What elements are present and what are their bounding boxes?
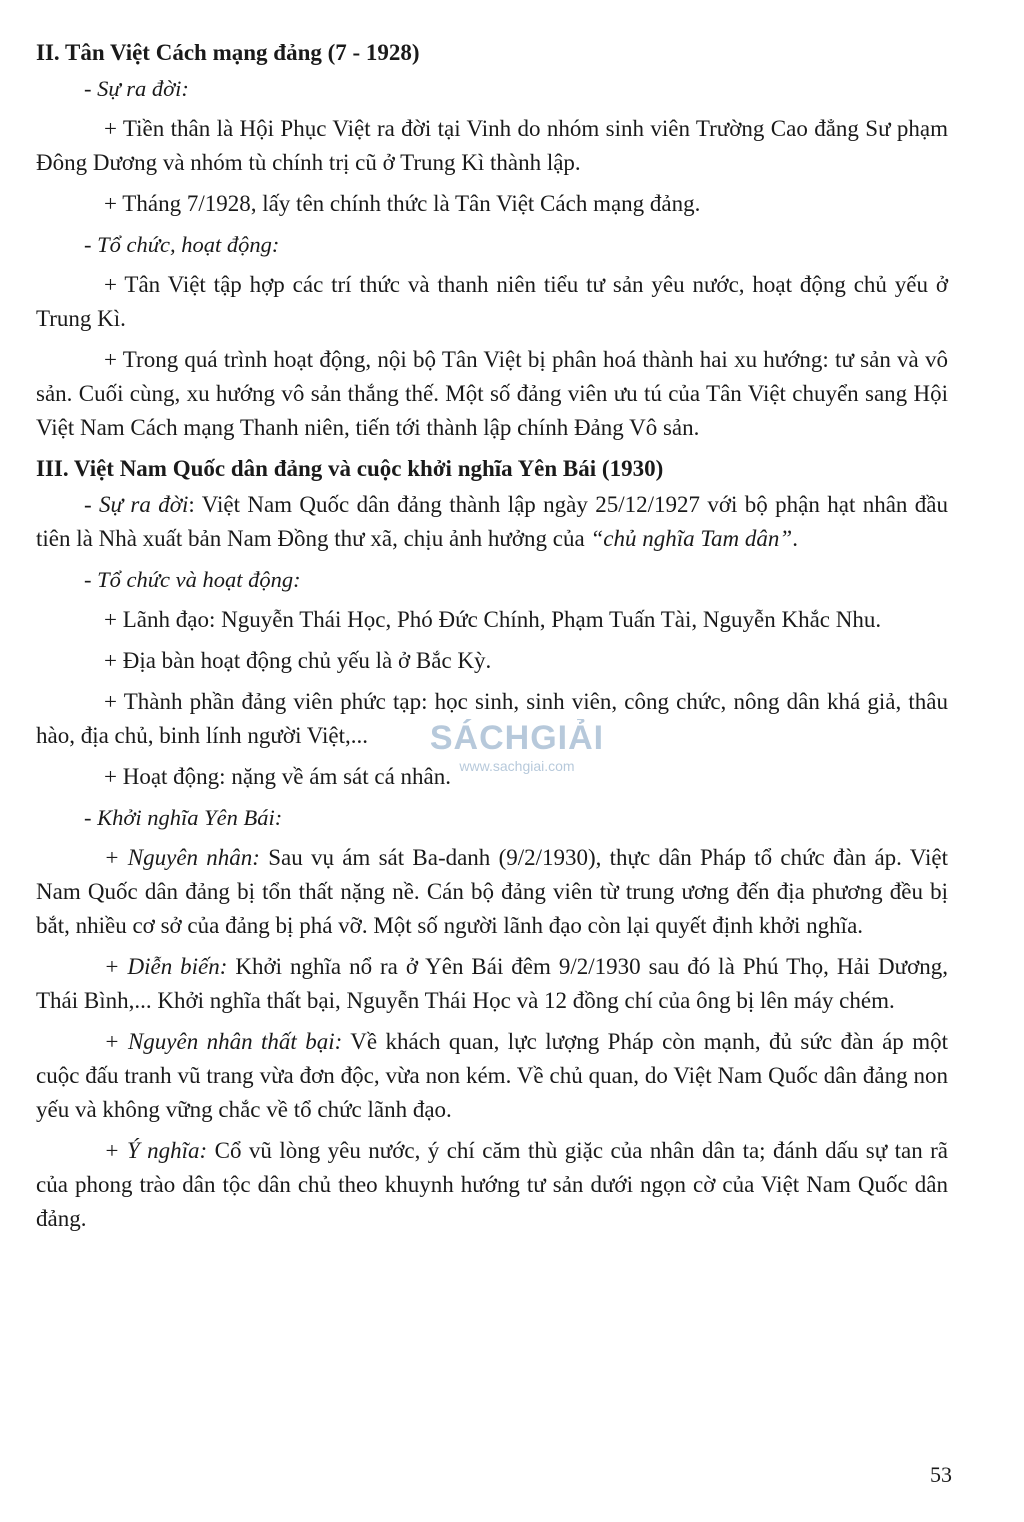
text-period: .: [792, 526, 798, 551]
paragraph-dia-ban: + Địa bàn hoạt động chủ yếu là ở Bắc Kỳ.: [104, 648, 492, 673]
text-nguyen-nhan-that-bai: Về khách quan, lực lượng Pháp còn mạnh, đủ sức đàn áp một cuộc đấu tranh vũ trang vừa đơn độc, vừa non kém. Về chủ quan, do Việt Nam Quốc dân đảng non yếu và không vững chắc về tổ chức lãnh đạo.: [36, 1029, 948, 1122]
text-su-ra-doi: : Việt Nam Quốc dân đảng thành lập ngày 25/12/1927 với bộ phận hạt nhân đầu tiên là Nhà xuất bản Nam Đồng thư xã, chịu ảnh hưởng của: [36, 492, 948, 551]
paragraph-hoat-dong: + Hoạt động: nặng về ám sát cá nhân.: [104, 764, 452, 789]
lead-nguyen-nhan: + Nguyên nhân:: [104, 845, 260, 870]
subheading-to-chuc-hoat-dong: - Tổ chức, hoạt động:: [84, 232, 280, 257]
subheading-khoi-nghia-yen-bai: - Khởi nghĩa Yên Bái:: [84, 805, 283, 830]
text-nguyen-nhan: Sau vụ ám sát Ba-danh (9/2/1930), thực dân Pháp tổ chức đàn áp. Việt Nam Quốc dân đảng bị tổn thất nặng nề. Cán bộ đảng viên từ trung ương đến địa phương đều bị bắt, nhiều cơ sở của đảng bị phá vỡ. Một số người lãnh đạo còn lại quyết định khởi nghĩa.: [36, 845, 948, 938]
lead-nguyen-nhan-that-bai: + Nguyên nhân thất bại:: [104, 1029, 343, 1054]
lead-dien-bien: + Diễn biến:: [104, 954, 228, 979]
page-number: 53: [930, 1462, 952, 1487]
subheading-to-chuc-va-hoat-dong: - Tổ chức và hoạt động:: [84, 567, 301, 592]
lead-su-ra-doi: - Sự ra đời: [84, 492, 189, 517]
paragraph-phan-hoa: + Trong quá trình hoạt động, nội bộ Tân Việt bị phân hoá thành hai xu hướng: tư sản và vô sản. Cuối cùng, xu hướng vô sản thắng thế. Một số đảng viên ưu tú của Tân Việt chuyển sang Hội Việt Nam Cách mạng Thanh niên, tiến tới thành lập chính Đảng Vô sản.: [36, 347, 948, 440]
paragraph-tien-than: + Tiền thân là Hội Phục Việt ra đời tại Vinh do nhóm sinh viên Trường Cao đẳng Sư phạm Đông Dương và nhóm tù chính trị cũ ở Trung Kì thành lập.: [36, 116, 948, 175]
paragraph-nguyen-nhan: [36, 841, 948, 943]
paragraph-dien-bien: [36, 950, 948, 1018]
subheading-su-ra-doi: - Sự ra đời:: [84, 76, 189, 101]
paragraph-su-ra-doi-vnqdd: [36, 488, 948, 556]
quote-chu-nghia-tam-dan: “chủ nghĩa Tam dân”: [590, 526, 793, 551]
paragraph-nguyen-nhan-that-bai: [36, 1025, 948, 1127]
watermark-url: www.sachgiai.com: [459, 758, 575, 774]
lead-y-nghia: + Ý nghĩa:: [104, 1138, 208, 1163]
text-dien-bien: Khởi nghĩa nổ ra ở Yên Bái đêm 9/2/1930 sau đó là Phú Thọ, Hải Dương, Thái Bình,... Khởi nghĩa thất bại, Nguyễn Thái Học và 12 đồng chí của ông bị lên máy chém.: [36, 954, 948, 1013]
section-heading-quoc-dan-dang: III. Việt Nam Quốc dân đảng và cuộc khởi nghĩa Yên Bái (1930): [36, 456, 664, 481]
paragraph-thang-7-1928: + Tháng 7/1928, lấy tên chính thức là Tân Việt Cách mạng đảng.: [104, 191, 701, 216]
watermark: [412, 718, 622, 774]
paragraph-thanh-phan: + Thành phần đảng viên phức tạp: học sinh, sinh viên, công chức, nông dân khá giả, thâu hào, địa chủ, binh lính người Việt,...: [36, 689, 948, 748]
watermark-logo: SÁCHGIẢI: [429, 719, 605, 757]
paragraph-lanh-dao: + Lãnh đạo: Nguyễn Thái Học, Phó Đức Chính, Phạm Tuấn Tài, Nguyễn Khắc Nhu.: [104, 607, 882, 632]
paragraph-y-nghia: [36, 1134, 948, 1236]
document-page: [36, 36, 948, 1243]
section-heading-tan-viet: II. Tân Việt Cách mạng đảng (7 - 1928): [36, 40, 420, 65]
text-y-nghia: Cổ vũ lòng yêu nước, ý chí căm thù giặc của nhân dân ta; đánh dấu sự tan rã của phong trào dân tộc dân chủ theo khuynh hướng tư sản dưới ngọn cờ của Việt Nam Quốc dân đảng.: [36, 1138, 948, 1231]
paragraph-tap-hop: + Tân Việt tập hợp các trí thức và thanh niên tiểu tư sản yêu nước, hoạt động chủ yếu ở Trung Kì.: [36, 272, 948, 331]
